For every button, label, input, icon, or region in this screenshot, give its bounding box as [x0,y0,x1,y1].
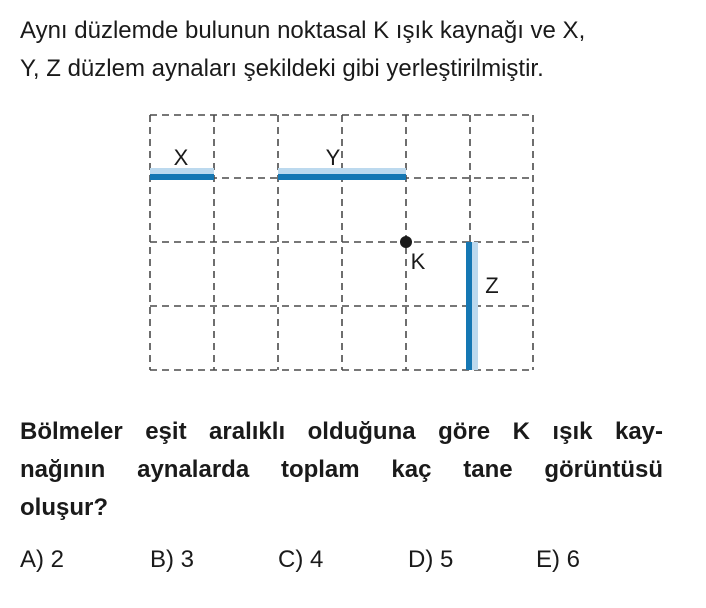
mirror-z-back [471,242,478,370]
choice-b[interactable]: B) 3 [150,546,195,573]
light-source-point [400,236,412,248]
question-text [20,413,663,527]
mirror-x-label: X [173,145,189,170]
mirror-y-back [278,168,406,175]
problem-statement-line-1: Aynı düzlemde bulunun noktasal K ışık kaynağı ve X, [20,17,586,44]
mirror-y-label: Y [325,145,341,170]
choice-a[interactable]: A) 2 [20,546,65,573]
question-line-3: oluşur? [20,494,108,521]
mirror-y [278,168,406,180]
mirror-z-surface [466,242,472,370]
mirror-x-surface [150,174,214,180]
mirror-y-surface [278,174,406,180]
light-source-label: K [410,249,426,274]
mirror-z [466,242,478,370]
choice-c[interactable]: C) 4 [278,546,324,573]
choice-d[interactable]: D) 5 [408,546,454,573]
question-line-1: Bölmeler eşit aralıklı olduğuna göre K ışık kay- [20,418,663,445]
mirror-z-label: Z [485,273,499,298]
problem-statement-line-2: Y, Z düzlem aynaları şekildeki gibi yerleştirilmiştir. [20,55,544,82]
question-line-2: nağının aynalarda toplam kaç tane görüntüsü [20,456,663,483]
choice-e[interactable]: E) 6 [536,546,581,573]
answer-choices [0,546,706,582]
